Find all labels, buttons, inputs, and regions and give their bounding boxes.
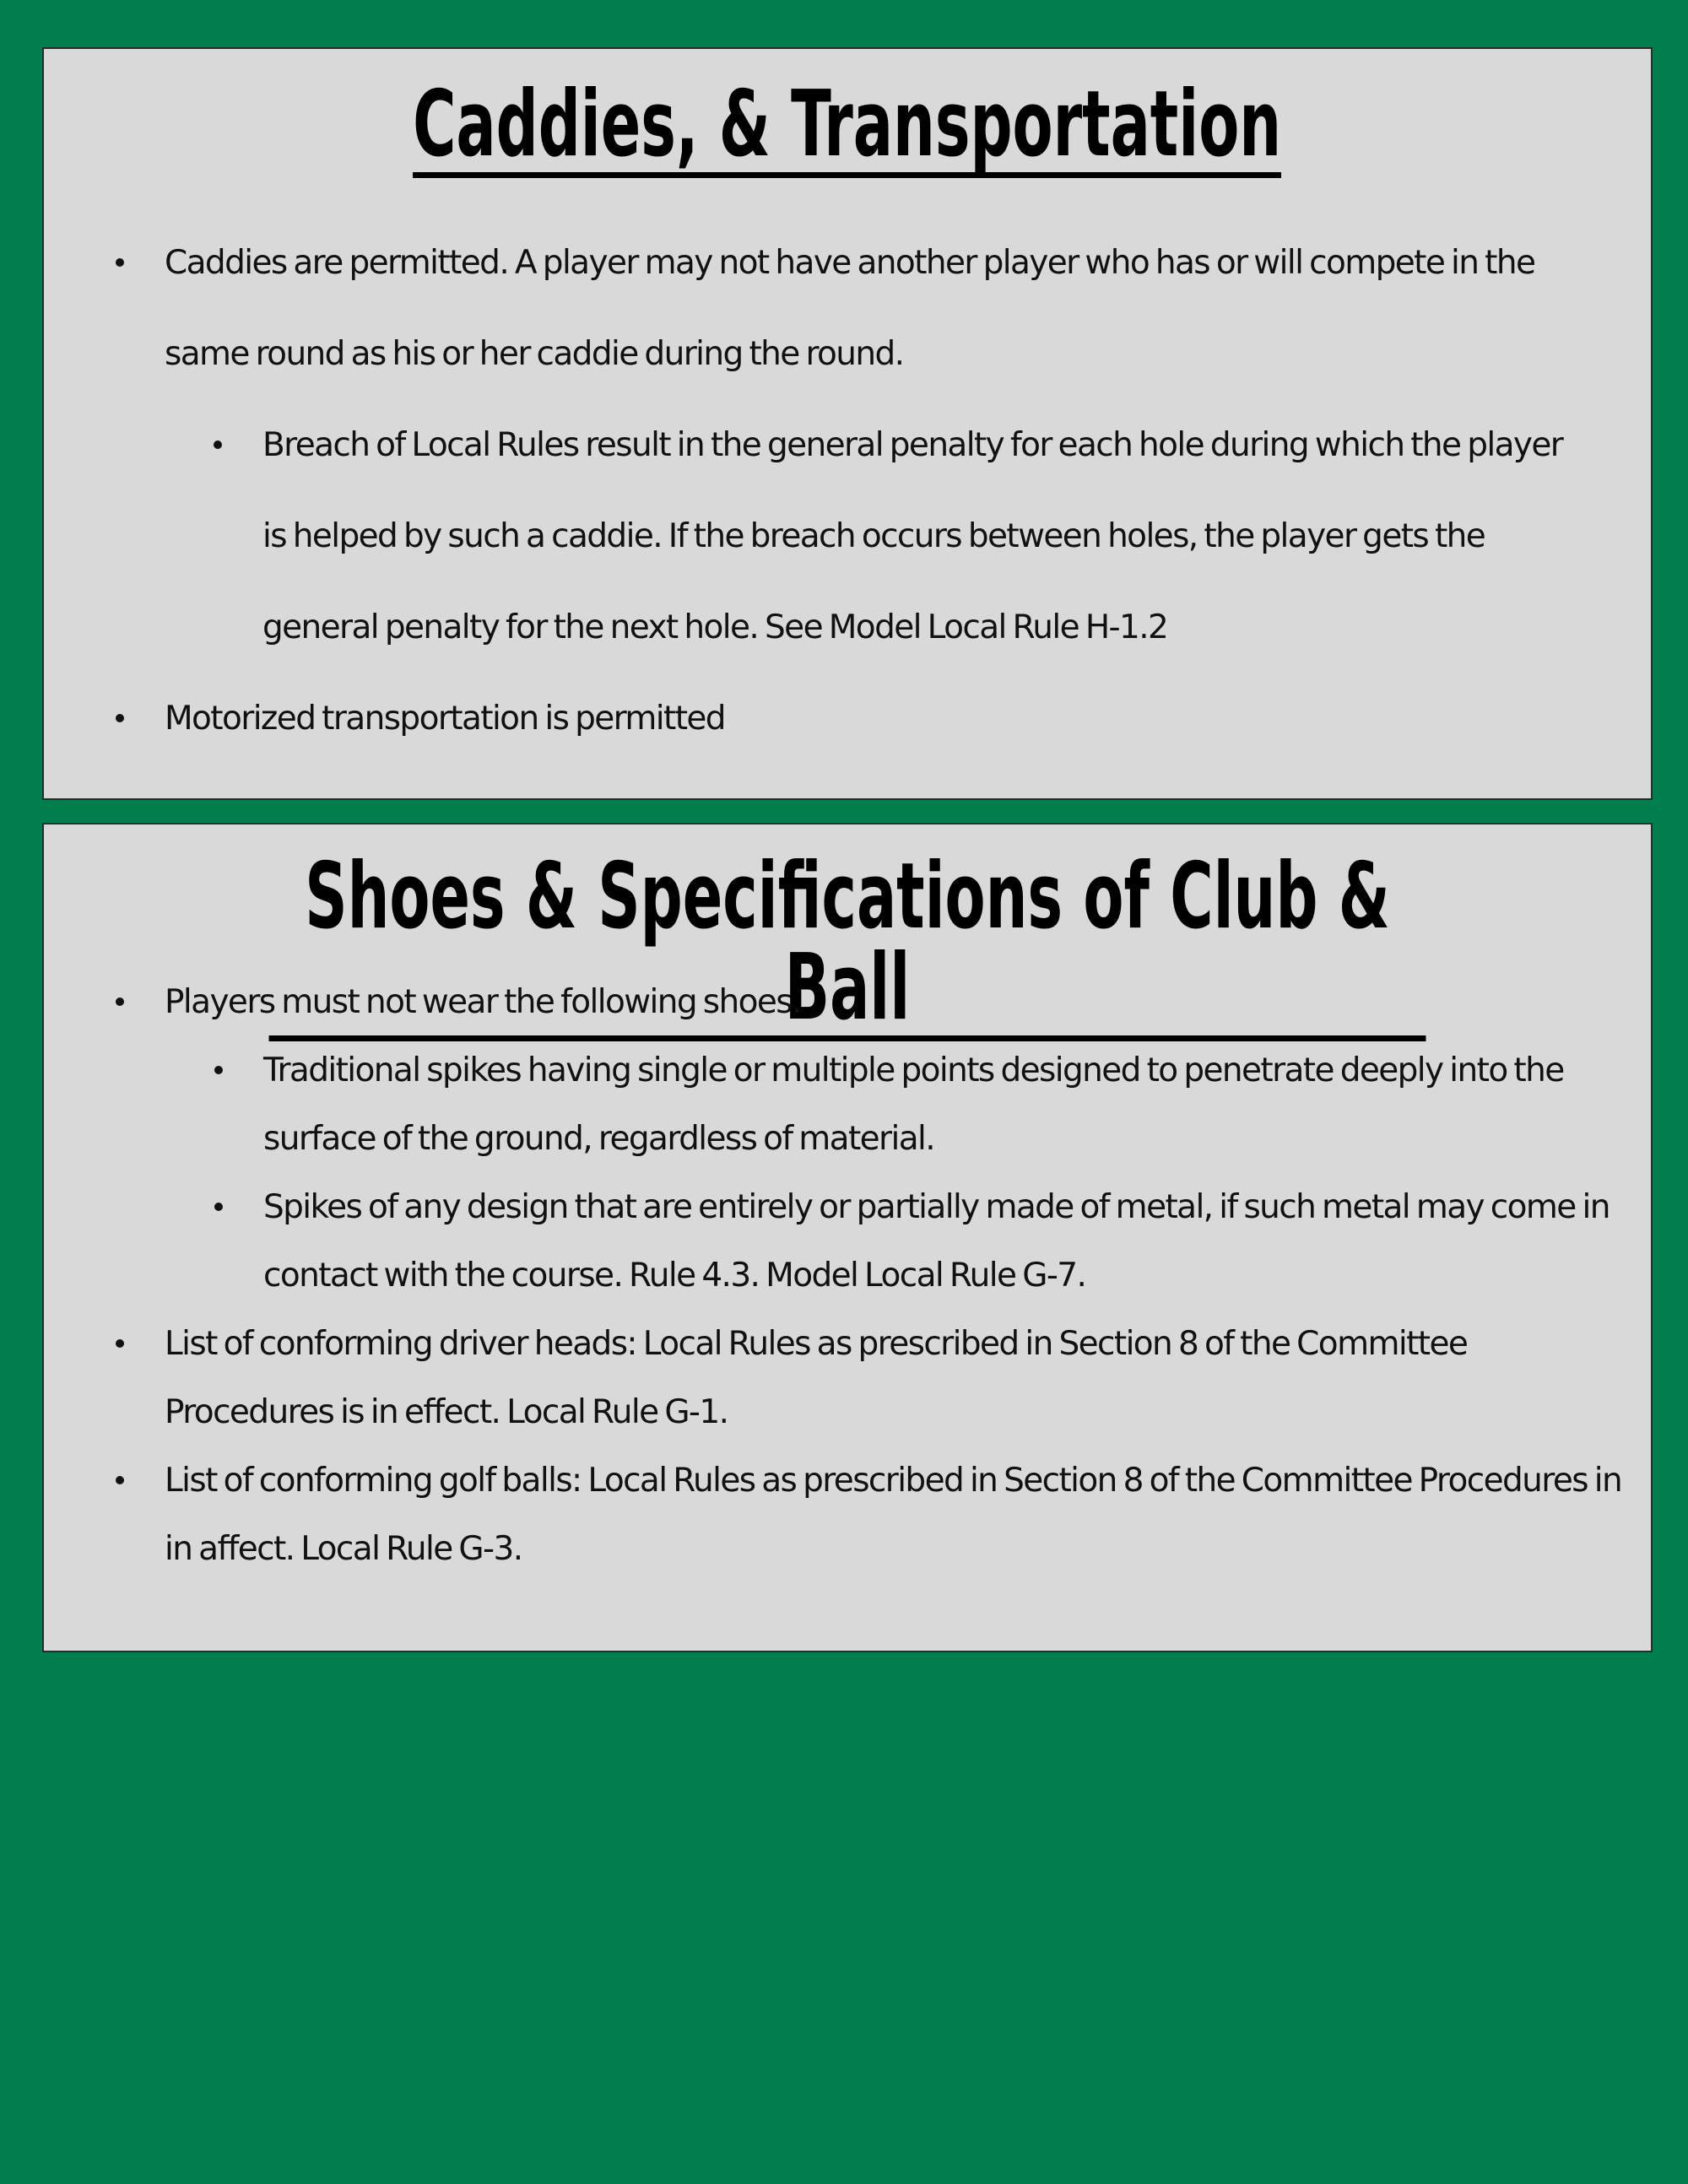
shoes-specifications-heading: Shoes & Specifications of Club & Ball (44, 824, 1651, 1041)
bullet-icon (116, 714, 124, 722)
list-item (44, 1036, 1651, 1173)
caddies-transportation-list (44, 218, 1651, 765)
caddies-transportation-panel (42, 47, 1653, 800)
bullet-icon (116, 258, 124, 267)
bullet-icon (116, 1476, 124, 1484)
list-item (44, 1446, 1651, 1583)
list-item-text: List of conforming golf balls: Local Rules as prescribed in Section 8 of the Committee Procedures in in affect. Local Rule G-3. (165, 1462, 1622, 1568)
bullet-icon (214, 441, 222, 449)
list-item-text: Traditional spikes having single or multiple points designed to penetrate deeply into the surface of the ground, regardless of material. (263, 1051, 1564, 1158)
list-item-text: Motorized transportation is permitted (165, 700, 725, 738)
bullet-icon (214, 1066, 223, 1074)
list-item-text: Breach of Local Rules result in the general penalty for each hole during which the player is helped by such a caddie. If the breach occurs between holes, the player gets the general penalty for the next hole. See Model Local Rule H-1.2 (262, 426, 1563, 646)
shoes-specifications-panel (42, 823, 1653, 1652)
bullet-icon (116, 997, 124, 1006)
list-item-text: Caddies are permitted. A player may not have another player who has or will compete in the same round as his or her caddie during the round. (165, 244, 1535, 373)
list-item-text: Players must not wear the following shoes. (165, 983, 801, 1021)
bullet-icon (214, 1203, 223, 1211)
caddies-transportation-heading: Caddies, & Transportation (413, 72, 1282, 177)
list-item (44, 400, 1651, 673)
list-item-text: List of conforming driver heads: Local Rules as prescribed in Section 8 of the Committee Procedures is in effect. Local Rule G-1. (165, 1325, 1468, 1431)
list-item (44, 1310, 1651, 1446)
list-item (44, 968, 1651, 1036)
list-item (44, 1173, 1651, 1310)
list-item (44, 218, 1651, 400)
shoes-specifications-list (44, 968, 1651, 1583)
list-item (44, 673, 1651, 765)
list-item-text: Spikes of any design that are entirely or partially made of metal, if such metal may come in contact with the course. Rule 4.3. Model Local Rule G-7. (263, 1188, 1610, 1295)
bullet-icon (116, 1339, 124, 1348)
